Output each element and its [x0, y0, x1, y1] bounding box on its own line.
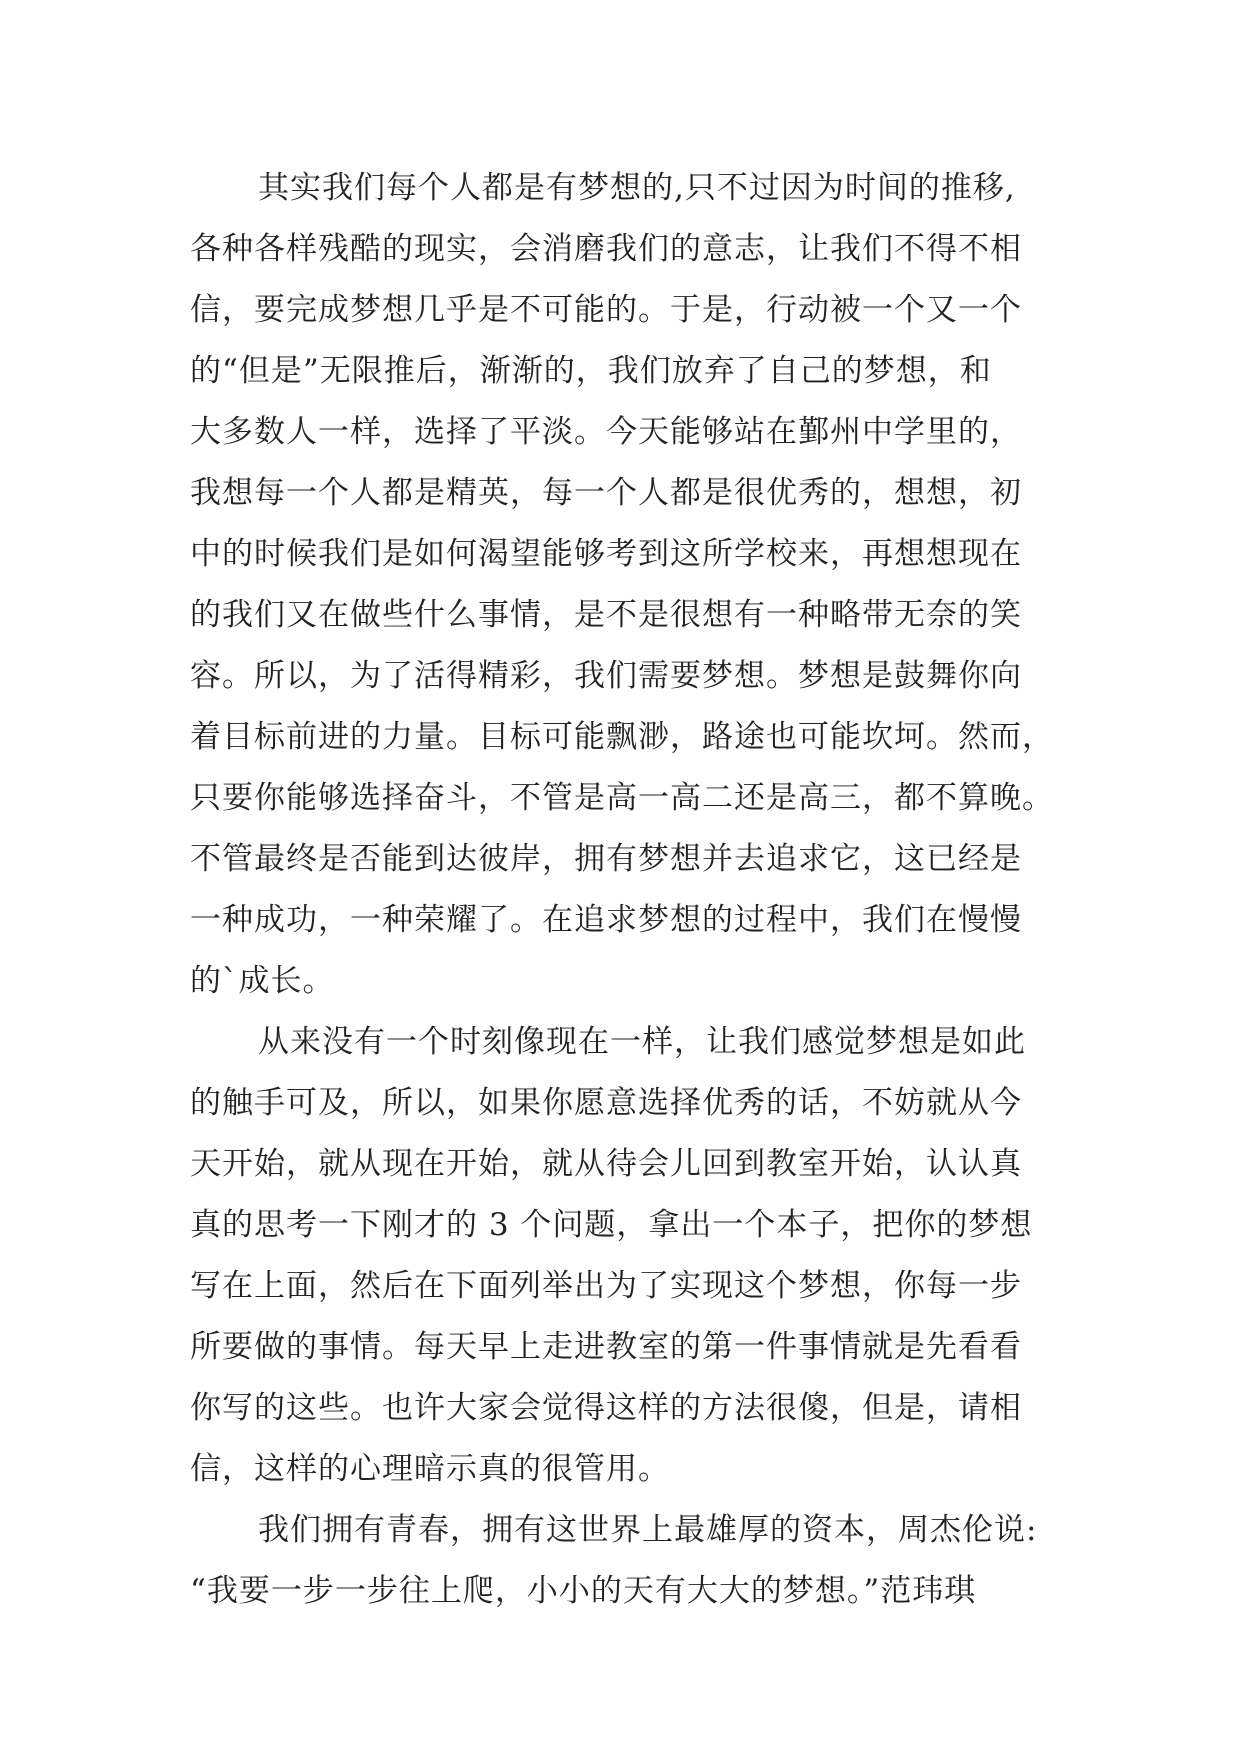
- text-line: 的“但是”无限推后，渐渐的，我们放弃了自己的梦想，和: [190, 353, 992, 389]
- text-line: 的我们又在做些什么事情，是不是很想有一种略带无奈的笑: [190, 597, 1022, 633]
- text-line: 信，这样的心理暗示真的很管用。: [190, 1451, 670, 1487]
- text-line: 一种成功，一种荣耀了。在追求梦想的过程中，我们在慢慢: [190, 902, 1022, 938]
- text-line: 的触手可及，所以，如果你愿意选择优秀的话，不妨就从今: [190, 1085, 1022, 1121]
- text-line: 信，要完成梦想几乎是不可能的。于是，行动被一个又一个: [190, 292, 1022, 328]
- text-line: 写在上面，然后在下面列举出为了实现这个梦想，你每一步: [190, 1268, 1022, 1304]
- text-line: 我想每一个人都是精英，每一个人都是很优秀的，想想，初: [190, 475, 1022, 511]
- text-line: 所要做的事情。每天早上走进教室的第一件事情就是先看看: [190, 1329, 1022, 1365]
- document-body: [190, 158, 1080, 1622]
- text-line: 的`成长。: [190, 963, 335, 999]
- text-line: 着目标前进的力量。目标可能飘渺，路途也可能坎坷。然而，: [190, 719, 1054, 755]
- text-line: 大多数人一样，选择了平淡。今天能够站在鄞州中学里的，: [190, 414, 1022, 450]
- text-line: 你写的这些。也许大家会觉得这样的方法很傻，但是，请相: [190, 1390, 1022, 1426]
- text-line: 中的时候我们是如何渴望能够考到这所学校来，再想想现在: [190, 536, 1022, 572]
- text-line: 其实我们每个人都是有梦想的,只不过因为时间的推移,: [258, 170, 1016, 206]
- text-line: 从来没有一个时刻像现在一样，让我们感觉梦想是如此: [258, 1024, 1026, 1060]
- text-line: 只要你能够选择奋斗，不管是高一高二还是高三，都不算晚。: [190, 780, 1054, 816]
- text-line: 各种各样残酷的现实，会消磨我们的意志，让我们不得不相: [190, 231, 1022, 267]
- text-line: 不管最终是否能到达彼岸，拥有梦想并去追求它，这已经是: [190, 841, 1022, 877]
- text-line: 真的思考一下刚才的 3 个问题，拿出一个本子，把你的梦想: [190, 1207, 1033, 1243]
- text-line: 天开始，就从现在开始，就从待会儿回到教室开始，认认真: [190, 1146, 1022, 1182]
- text-line: 我们拥有青春，拥有这世界上最雄厚的资本，周杰伦说:: [258, 1512, 1038, 1548]
- text-line: 容。所以，为了活得精彩，我们需要梦想。梦想是鼓舞你向: [190, 658, 1022, 694]
- text-line: “我要一步一步往上爬，小小的天有大大的梦想。”范玮琪: [190, 1573, 977, 1609]
